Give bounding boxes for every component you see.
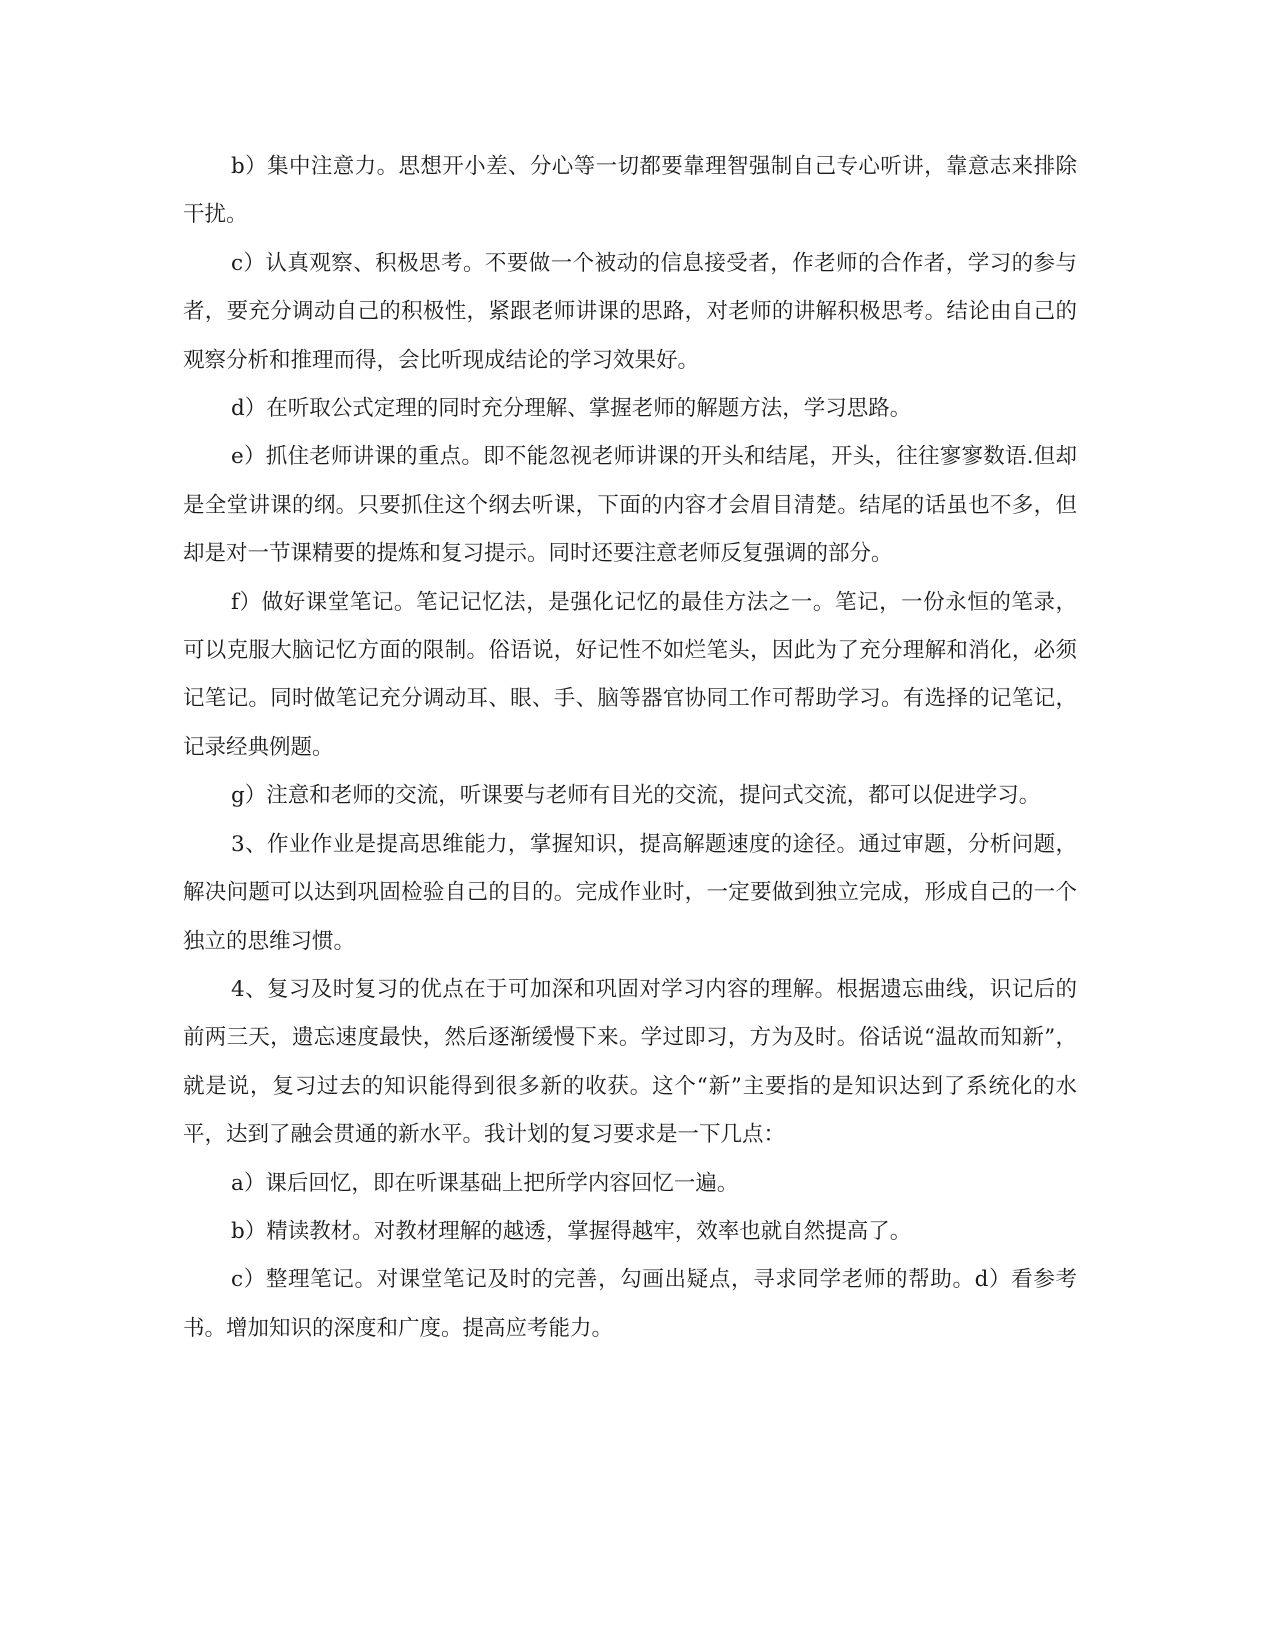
paragraph-g-communication: g）注意和老师的交流，听课要与老师有目光的交流，提问式交流，都可以促进学习。 [231, 783, 1041, 809]
paragraph-4-review: 4、复习及时复习的优点在于可加深和巩固对学习内容的理解。根据遗忘曲线，识记后的前两三天，遗忘速度最快，然后逐渐缓慢下来。学过即习，方为及时。俗话说“温故而知新”，就是说，复习过去的知识能得到很多新的收获。这个“新”主要指的是知识达到了系统化的水平，达到了融会贯通的新水平。我计划的复习要求是一下几点： [183, 976, 1077, 1148]
paragraph-f-notes: f）做好课堂笔记。笔记记忆法，是强化记忆的最佳方法之一。笔记，一份永恒的笔录，可以克服大脑记忆方面的限制。俗语说，好记性不如烂笔头，因此为了充分理解和消化，必须记笔记。同时做笔记充分调动耳、眼、手、脑等器官协同工作可帮助学习。有选择的记笔记，记录经典例题。 [183, 589, 1077, 760]
paragraph-c-observe-think: c）认真观察、积极思考。不要做一个被动的信息接受者，作老师的合作者，学习的参与者，要充分调动自己的积极性，紧跟老师讲课的思路，对老师的讲解积极思考。结论由自己的观察分析和推理而得，会比听现成结论的学习效果好。 [183, 250, 1077, 373]
paragraph-3-homework: 3、作业作业是提高思维能力，掌握知识，提高解题速度的途径。通过审题，分析问题，解决问题可以达到巩固检验自己的目的。完成作业时，一定要做到独立完成，形成自己的一个独立的思维习惯。 [183, 831, 1077, 954]
paragraph-b-concentrate: b）集中注意力。思想开小差、分心等一切都要靠理智强制自己专心听讲，靠意志来排除干扰。 [183, 154, 1077, 228]
paragraph-c-organize-notes: c）整理笔记。对课堂笔记及时的完善，勾画出疑点，寻求同学老师的帮助。d）看参考书。增加知识的深度和广度。提高应考能力。 [183, 1267, 1077, 1341]
document-body [183, 143, 1077, 1353]
paragraph-d-formulas: d）在听取公式定理的同时充分理解、掌握老师的解题方法，学习思路。 [231, 396, 912, 422]
paragraph-a-recall: a）课后回忆，即在听课基础上把所学内容回忆一遍。 [231, 1170, 739, 1196]
paragraph-e-key-points: e）抓住老师讲课的重点。即不能忽视老师讲课的开头和结尾，开头，往往寥寥数语.但却是全堂讲课的纲。只要抓住这个纲去听课，下面的内容才会眉目清楚。结尾的话虽也不多，但却是对一节课精要的提炼和复习提示。同时还要注意老师反复强调的部分。 [183, 444, 1077, 567]
paragraph-b-textbook: b）精读教材。对教材理解的越透，掌握得越牢，效率也就自然提高了。 [231, 1218, 912, 1244]
